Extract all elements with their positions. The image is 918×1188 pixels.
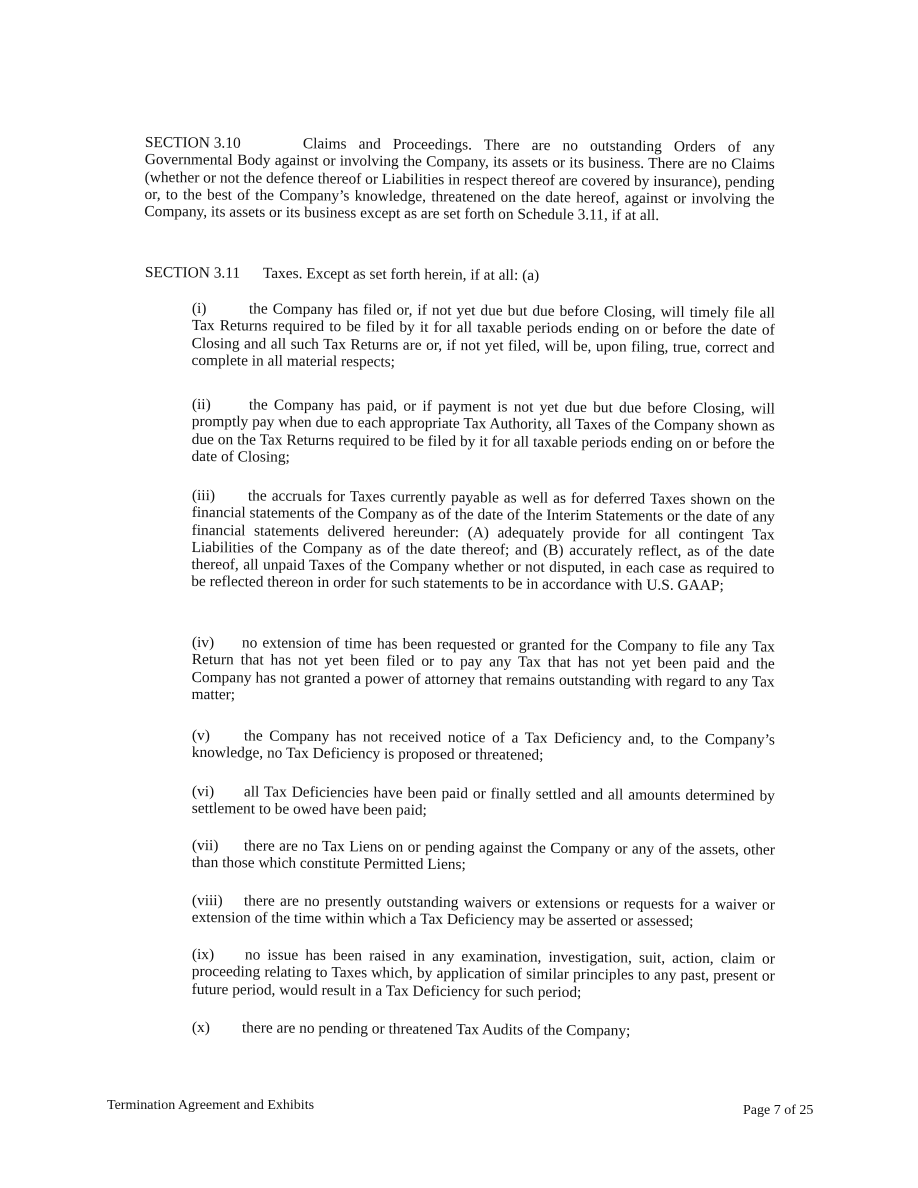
section-3-10-label: SECTION 3.10 <box>144 134 241 152</box>
item-text: the accruals for Taxes currently payable as well as for deferred Taxes shown on the financial statements of the Company as of the date of the Interim Statements or the date of any financial statements delivered hereunder: (A) adequately provide for all contingent Tax Liabilities of the Company as of the date thereof; and (B) accurately reflect, as of the date thereof, all unpaid Taxes of the Company whether or not disputed, in each case as required to be reflected thereon in order for such statements to be in accordance with U.S. GAAP; <box>191 487 775 595</box>
tax-item-viii <box>192 892 775 931</box>
item-label: (vi) <box>191 783 215 801</box>
tax-item-v <box>192 727 775 766</box>
item-text: no extension of time has been requested or granted for the Company to file any Tax Return that has not yet been filed or to pay any Tax that has not yet been paid and the Company has not granted a power of attorney that remains outstanding with regard to any Tax matter; <box>191 634 775 704</box>
item-label: (v) <box>191 727 210 745</box>
item-label: (vii) <box>191 837 219 855</box>
tax-item-i <box>191 300 775 374</box>
section-3-11 <box>145 264 775 286</box>
item-label: (x) <box>191 1019 210 1037</box>
tax-item-iv <box>191 634 775 708</box>
item-label: (i) <box>191 300 207 318</box>
item-text: there are no presently outstanding waivers or extensions or requests for a waiver or extension of the time within which a Tax Deficiency may be asserted or assessed; <box>191 892 775 931</box>
item-text: no issue has been raised in any examination, investigation, suit, action, claim or proceeding relating to Taxes which, by application of similar principles to any past, present or future period, would result in a Tax Deficiency for such period; <box>191 946 775 1001</box>
item-label: (ix) <box>191 946 215 964</box>
item-text: the Company has not received notice of a Tax Deficiency and, to the Company’s knowledge, no Tax Deficiency is proposed or threatened; <box>191 727 775 765</box>
tax-item-iii <box>191 487 775 595</box>
section-3-10-text: Claims and Proceedings. There are no outstanding Orders of any Governmental Body against or involving the Company, its assets or its business. There are no Claims (whether or not the defence thereof or Liabilities in respect thereof are covered by insurance), pending or, to the best of the Company’s knowledge, threatened on the date hereof, against or involving the Company, its assets or its business except as are set forth on Schedule 3.11, if at all. <box>144 135 775 225</box>
footer-document-title: Termination Agreement and Exhibits <box>107 1098 315 1113</box>
tax-item-vii <box>192 837 775 876</box>
section-3-10 <box>144 134 775 225</box>
section-3-11-label: SECTION 3.11 <box>144 264 241 282</box>
section-3-11-text: Taxes. Except as set forth herein, if at all: (a) <box>262 264 540 285</box>
footer-page-number: Page 7 of 25 <box>743 1103 814 1118</box>
item-label: (viii) <box>191 892 223 910</box>
item-label: (ii) <box>191 396 211 414</box>
item-text: the Company has paid, or if payment is not yet due but due before Closing, will promptly pay when due to each appropriate Tax Authority, all Taxes of the Company shown as due on the Tax Returns required to be filed by it for all taxable periods ending on or before the date of Closing; <box>191 396 775 466</box>
item-text: there are no pending or threatened Tax Audits of the Company; <box>241 1019 631 1040</box>
tax-item-ii <box>191 396 775 470</box>
item-label: (iv) <box>191 634 215 652</box>
item-text: there are no Tax Liens on or pending against the Company or any of the assets, other than those which constitute Permitted Liens; <box>191 837 775 874</box>
item-text: all Tax Deficiencies have been paid or finally settled and all amounts determined by settlement to be owed have been paid; <box>191 783 775 820</box>
item-text: the Company has filed or, if not yet due but due before Closing, will timely file all Tax Returns required to be filed by it for all taxable periods ending on or before the date of Closing and all such Tax Returns are or, if not yet filed, will be, upon filing, true, correct and complete in all material respects; <box>191 300 775 371</box>
item-label: (iii) <box>191 487 216 505</box>
tax-item-vi <box>192 783 775 822</box>
tax-item-ix <box>192 946 775 1002</box>
tax-item-x <box>192 1019 775 1041</box>
